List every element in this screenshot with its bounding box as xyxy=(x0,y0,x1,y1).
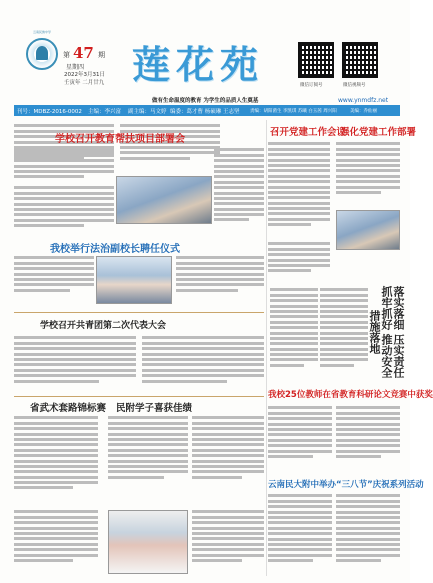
editorial-board: 编委：葛才曹 杨硕琳 王志坚 xyxy=(170,109,240,115)
article-text-block xyxy=(176,254,264,298)
slogan-column: 措施落地 xyxy=(368,310,381,354)
article-text-block xyxy=(336,404,400,470)
column-divider xyxy=(266,120,267,576)
headline: 省武术套路锦标赛 xyxy=(30,403,107,414)
weekday: 星期四 xyxy=(66,64,85,71)
duty-editors: 责编：胡阳菌生 李凯琪 苏曦 白玉茜 周兴阳 xyxy=(250,109,337,114)
lunar-date: 壬寅年 二月廿九 xyxy=(64,80,105,86)
article-text-block xyxy=(108,414,188,498)
meeting-photo xyxy=(116,176,212,224)
article-text-block xyxy=(268,240,330,276)
headline: 我校举行法治副校长聘任仪式 xyxy=(50,244,180,255)
article-text-block xyxy=(14,146,114,182)
headline: 民附学子喜获佳绩 xyxy=(116,403,193,414)
school-logo-icon xyxy=(26,38,58,70)
qr-caption: 微信视频号 xyxy=(343,83,366,88)
logo-text: 云南民族中学 xyxy=(32,30,51,34)
article-text-block xyxy=(268,404,332,470)
motto: 做有生命温度的教育 为学生的品质人生奠基 xyxy=(152,98,259,104)
article-text-block xyxy=(214,146,264,234)
divider xyxy=(14,312,264,313)
issue-suffix: 期 xyxy=(98,51,105,59)
headline: 云南民大附中举办“三八节”庆祝系列活动 xyxy=(268,480,424,490)
serial-number: 刊号：MDBZ-2016-0002 xyxy=(17,109,82,115)
vertical-slogan xyxy=(368,286,405,382)
award-photo xyxy=(108,510,188,574)
article-text-block xyxy=(142,334,264,394)
headline: 学校召开教育帮扶项目部署会 xyxy=(55,134,185,145)
article-text-block xyxy=(320,286,368,382)
article-text-block xyxy=(336,140,400,202)
article-text-block xyxy=(192,414,264,498)
issue-label: 第 xyxy=(63,51,70,59)
website-url[interactable]: www.ynmdfz.net xyxy=(338,97,389,104)
article-text-block xyxy=(336,492,400,576)
chief-editor: 主编：李兴富 xyxy=(88,109,122,115)
qr-caption: 微信订阅号 xyxy=(300,83,323,88)
vice-editor: 副主编：马文婷 xyxy=(128,109,167,115)
article-text-block xyxy=(14,254,94,298)
publish-date: 2022年3月31日 xyxy=(64,72,105,78)
article-text-block xyxy=(14,508,98,576)
article-text-block xyxy=(268,140,330,236)
qr-code-icon[interactable] xyxy=(342,42,378,78)
party-meeting-photo xyxy=(336,210,400,250)
issue-number: 47 xyxy=(73,44,94,62)
article-text-block xyxy=(14,334,136,394)
info-bar xyxy=(14,105,400,116)
layout-editor: 美编：乔仙丽 xyxy=(350,109,377,114)
slogan-column: 推动安全 xyxy=(380,334,393,378)
divider xyxy=(14,396,264,397)
article-text-block xyxy=(268,492,332,576)
qr-code-icon[interactable] xyxy=(298,42,334,78)
slogan-column: 压实责任 xyxy=(392,334,405,378)
headline: 强化党建工作部署 xyxy=(340,127,417,138)
ceremony-photo xyxy=(96,256,172,304)
article-text-block xyxy=(14,414,98,506)
slogan-column: 抓牢抓好 xyxy=(380,286,393,330)
newspaper-title: 莲花苑 xyxy=(132,42,265,87)
headline: 学校召开共青团第二次代表大会 xyxy=(40,321,167,331)
headline: 召开党建工作会议 xyxy=(270,127,347,138)
article-text-block xyxy=(192,508,264,576)
headline: 我校25位教师在省教育科研论文竞赛中获奖 xyxy=(268,390,433,400)
article-text-block xyxy=(270,286,318,382)
slogan-column: 落实落细 xyxy=(392,286,405,330)
article-text-block xyxy=(14,184,114,234)
